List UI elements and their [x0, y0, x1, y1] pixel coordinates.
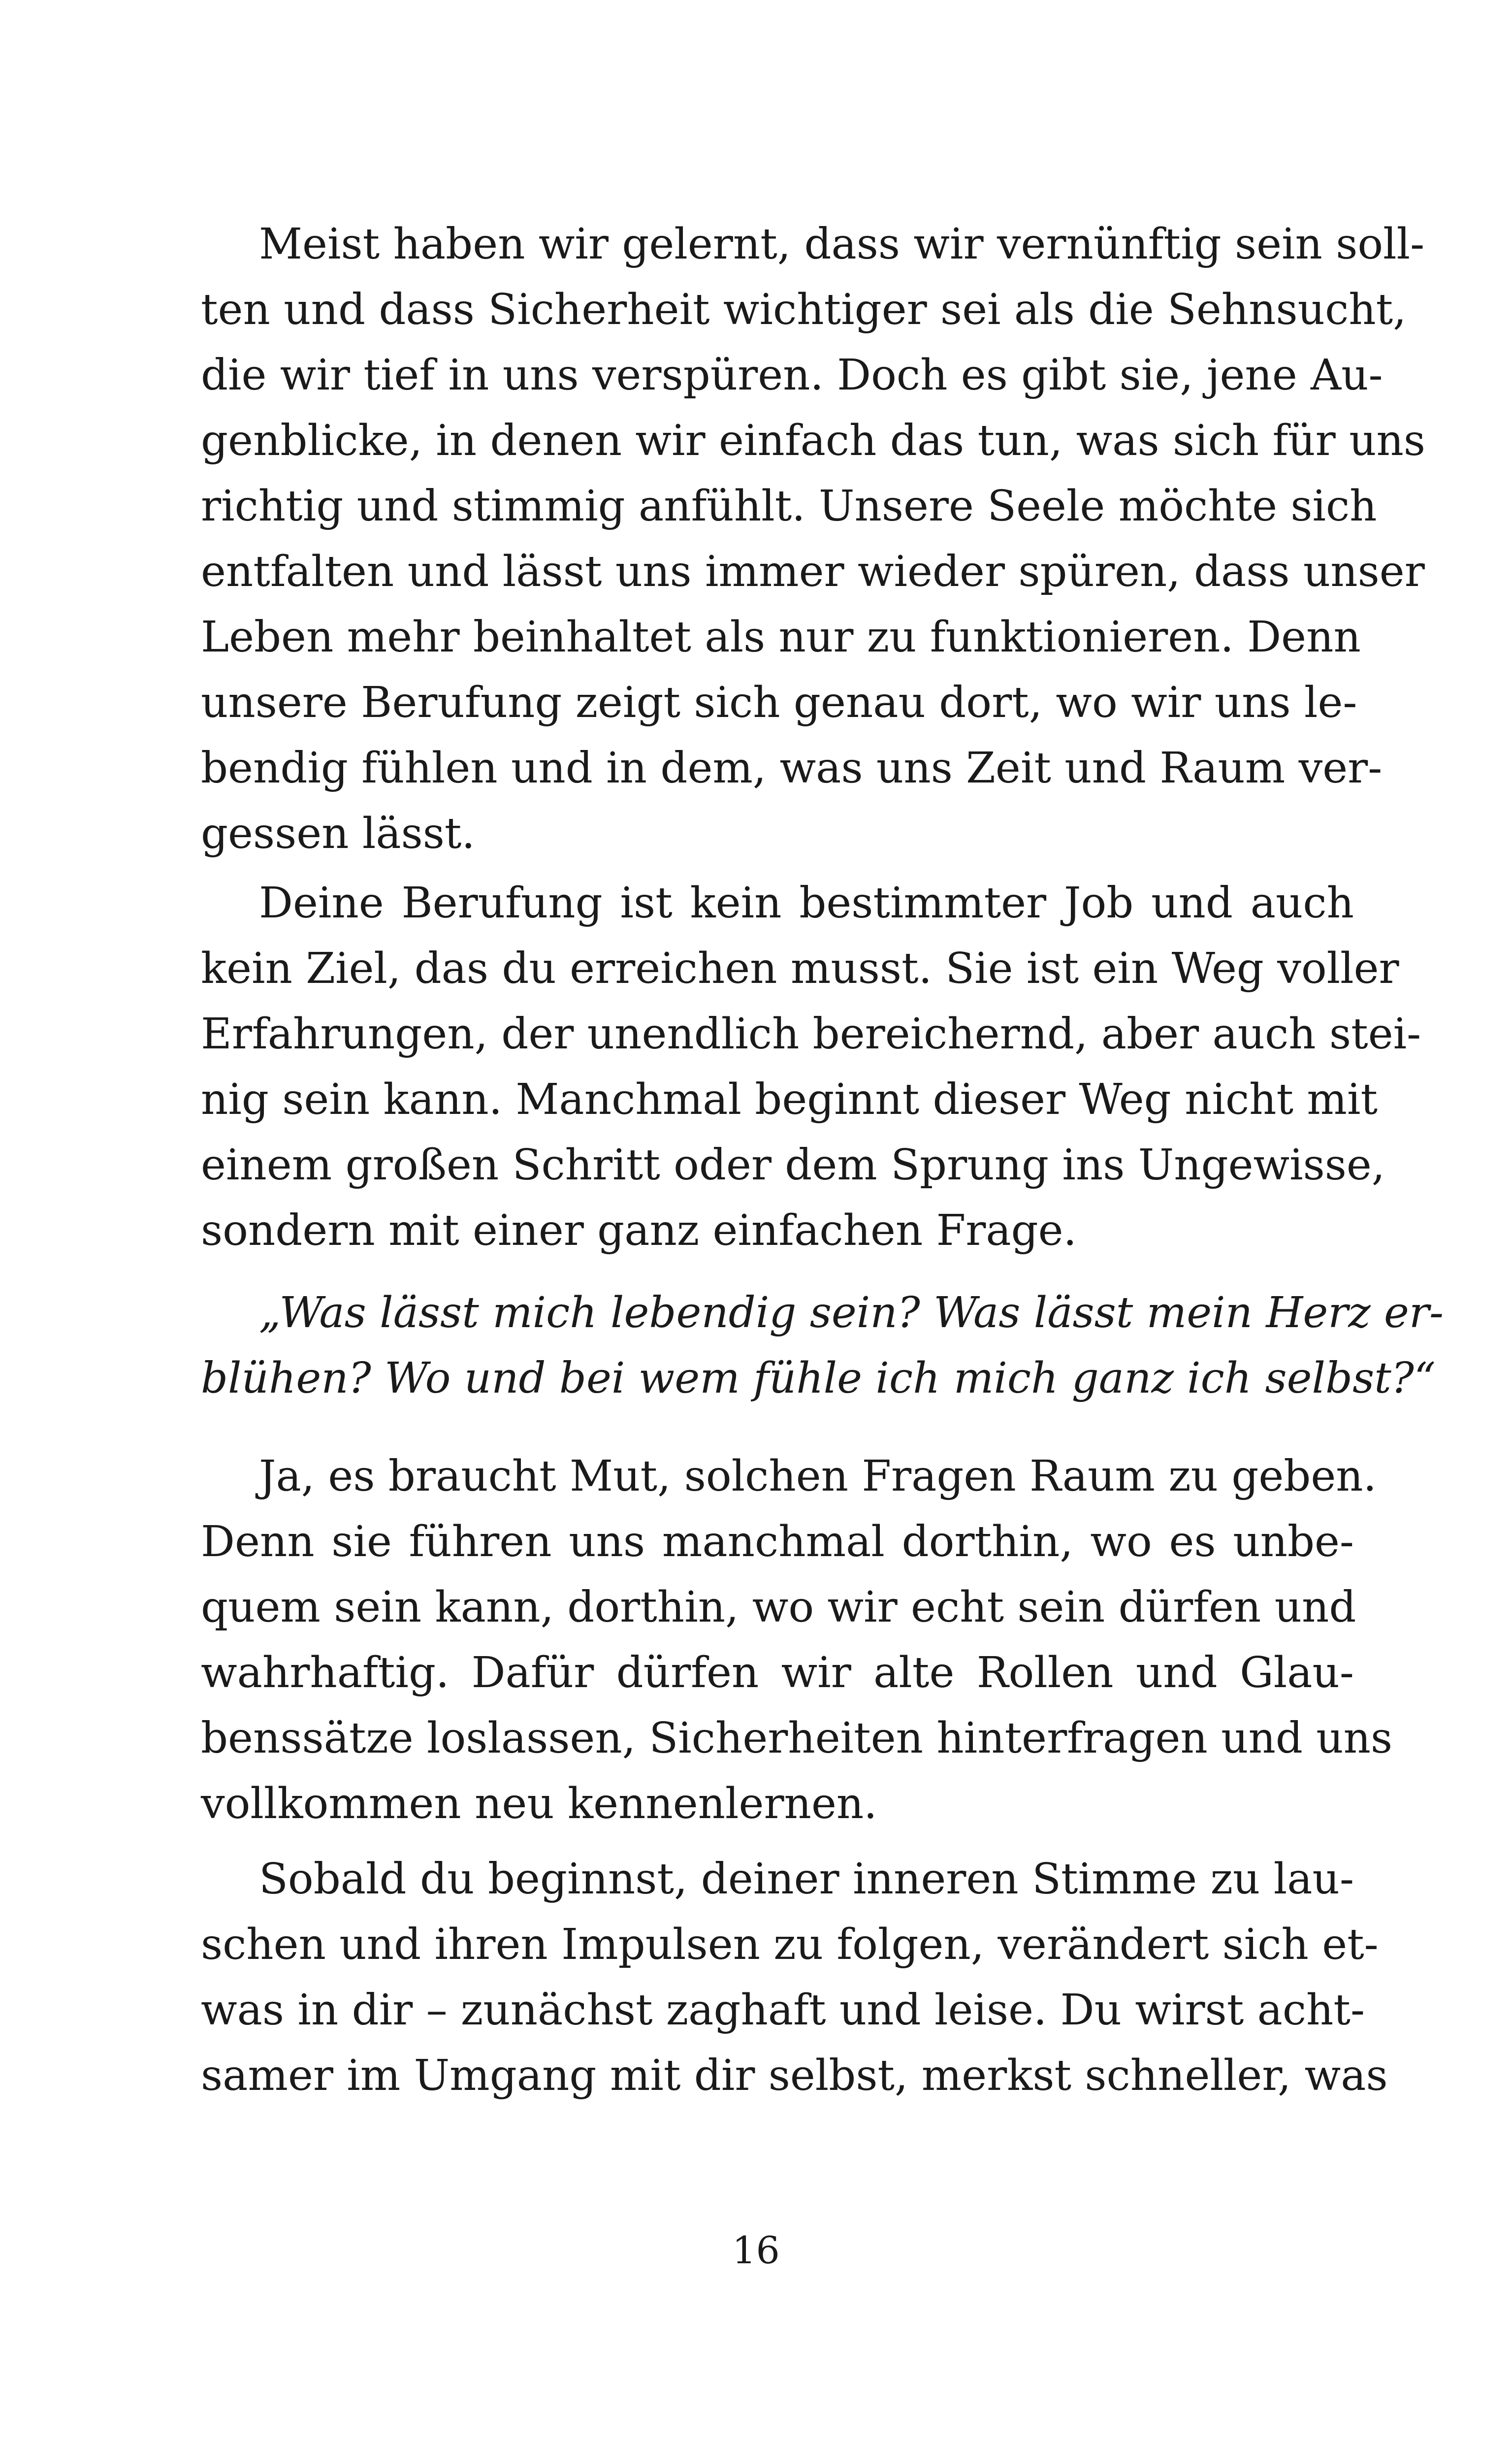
text-line: gessen lässt.: [201, 809, 475, 858]
text-line: einem großen Schritt oder dem Sprung ins Ungewisse,: [201, 1140, 1385, 1190]
text-line: samer im Umgang mit dir selbst, merkst schneller, was: [201, 2051, 1388, 2100]
text-line: benssätze loslassen, Sicherheiten hinterfragen und uns: [201, 1714, 1393, 1763]
text-line: wahrhaftig. Dafür dürfen wir alte Rollen und Glau-: [201, 1648, 1354, 1697]
quote-line: blühen? Wo und bei wem fühle ich mich ganz ich selbst?“: [201, 1354, 1436, 1403]
text-line: die wir tief in uns verspüren. Doch es gibt sie, jene Au-: [201, 351, 1383, 400]
quote-line: „Was lässt mich lebendig sein? Was lässt mein Herz er-: [259, 1288, 1444, 1337]
paragraph-2: [201, 871, 1421, 1264]
text-line: nig sein kann. Manchmal beginnt dieser Weg nicht mit: [201, 1075, 1378, 1124]
text-line: sondern mit einer ganz einfachen Frage.: [201, 1206, 1077, 1255]
text-line: richtig und stimmig anfühlt. Unsere Seele möchte sich: [201, 482, 1377, 531]
text-line: quem sein kann, dorthin, wo wir echt sein dürfen und: [201, 1583, 1356, 1632]
quote-block: [201, 1280, 1444, 1411]
text-line: unsere Berufung zeigt sich genau dort, wo wir uns le-: [201, 678, 1357, 727]
text-line: Denn sie führen uns manchmal dorthin, wo es unbe-: [201, 1517, 1354, 1566]
text-line: Erfahrungen, der unendlich bereichernd, aber auch stei-: [201, 1010, 1421, 1059]
text-line: Leben mehr beinhaltet als nur zu funktionieren. Denn: [201, 613, 1361, 662]
text-line: vollkommen neu kennenlernen.: [201, 1779, 877, 1828]
text-line: ten und dass Sicherheit wichtiger sei als die Sehnsucht,: [201, 285, 1407, 334]
paragraph-4: [201, 1847, 1388, 2109]
text-line: schen und ihren Impulsen zu folgen, verändert sich et-: [201, 1920, 1379, 1969]
text-line: bendig fühlen und in dem, was uns Zeit und Raum ver-: [201, 744, 1383, 793]
text-line: Deine Berufung ist kein bestimmter Job und auch: [259, 879, 1354, 928]
text-line: was in dir – zunächst zaghaft und leise. Du wirst acht-: [201, 1986, 1365, 2035]
text-line: kein Ziel, das du erreichen musst. Sie ist ein Weg voller: [201, 944, 1399, 993]
text-line: Ja, es braucht Mut, solchen Fragen Raum zu geben.: [259, 1452, 1377, 1501]
text-line: Sobald du beginnst, deiner inneren Stimme zu lau-: [259, 1855, 1354, 1904]
text-line: entfalten und lässt uns immer wieder spüren, dass unser: [201, 547, 1425, 596]
text-line: genblicke, in denen wir einfach das tun, was sich für uns: [201, 416, 1426, 465]
text-line: Meist haben wir gelernt, dass wir vernünftig sein soll-: [259, 220, 1425, 269]
paragraph-3: [201, 1444, 1393, 1837]
paragraph-1: [201, 212, 1426, 867]
page-number: 16: [732, 2228, 780, 2272]
